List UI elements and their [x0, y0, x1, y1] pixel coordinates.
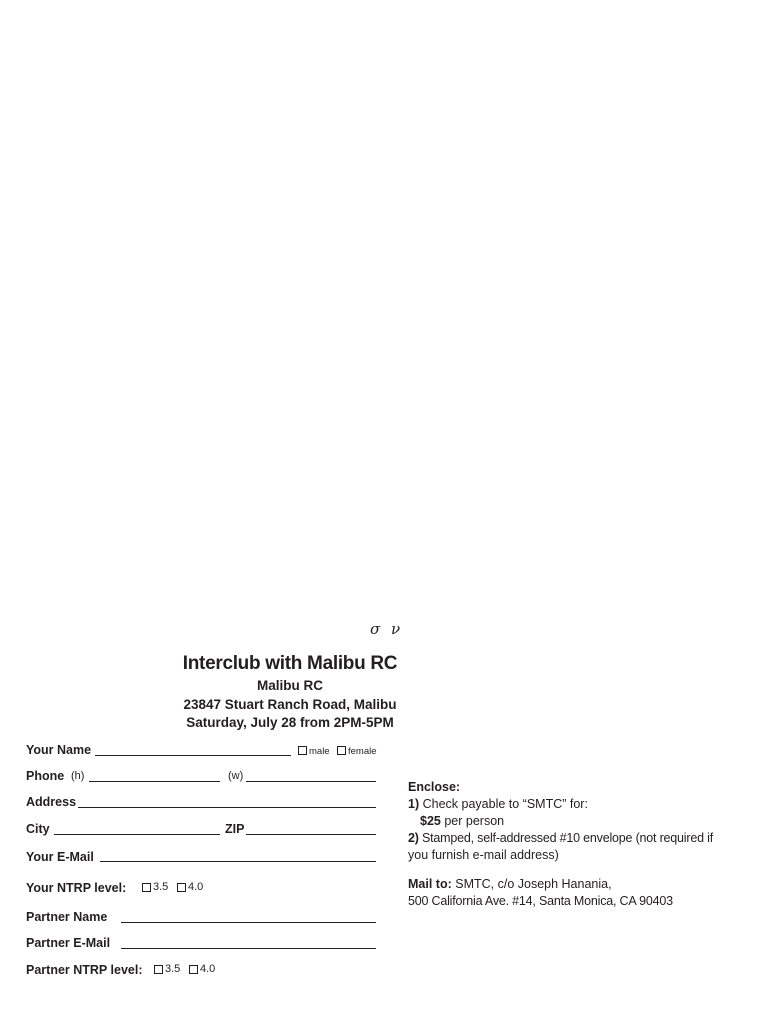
partner-name-label: Partner Name: [26, 910, 108, 924]
price-suffix: per person: [444, 814, 505, 828]
enclose-price: [420, 814, 504, 828]
ntrp-label: Your NTRP level:: [26, 881, 127, 895]
mail-to-label: Mail to:: [408, 877, 452, 891]
your-name-field[interactable]: [95, 755, 291, 756]
event-title: Interclub with Malibu RC: [182, 653, 398, 674]
mail-to-name: SMTC, c/o Joseph Hanania,: [455, 877, 612, 891]
email-label: Your E-Mail: [26, 850, 94, 864]
enclose-item-2-number: 2): [408, 831, 419, 845]
decorative-mark: σ ν: [370, 620, 404, 638]
address-label: Address: [26, 795, 77, 809]
email-field[interactable]: [100, 861, 376, 862]
mail-to-line-1: [408, 877, 612, 891]
club-name: Malibu RC: [257, 678, 323, 693]
your-name-label: Your Name: [26, 743, 92, 757]
city-field[interactable]: [54, 834, 220, 835]
ntrp-3-5-label: 3.5: [153, 881, 169, 893]
phone-home-field[interactable]: [89, 781, 220, 782]
enclose-item-2: [408, 831, 713, 845]
enclose-item-1: [408, 797, 588, 811]
address-field[interactable]: [78, 807, 376, 808]
enclose-item-2-text: Stamped, self-addressed #10 envelope (not required if: [422, 831, 713, 845]
event-datetime: Saturday, July 28 from 2PM-5PM: [186, 715, 394, 730]
ntrp-4-0-label: 4.0: [188, 881, 204, 893]
partner-email-label: Partner E-Mail: [26, 936, 111, 950]
partner-ntrp-3-5-checkbox[interactable]: [154, 965, 163, 974]
phone-home-label: (h): [71, 770, 85, 782]
phone-work-field[interactable]: [246, 781, 376, 782]
enclose-item-1-number: 1): [408, 797, 420, 811]
enclose-item-2-continuation: you furnish e-mail address): [408, 848, 559, 862]
venue-address: 23847 Stuart Ranch Road, Malibu: [183, 697, 397, 712]
enclose-heading: Enclose:: [408, 780, 461, 794]
female-label: female: [348, 746, 377, 757]
price-amount: $25: [420, 814, 441, 828]
phone-work-label: (w): [228, 770, 244, 782]
female-checkbox[interactable]: [337, 746, 346, 755]
ntrp-4-0-checkbox[interactable]: [177, 883, 186, 892]
ntrp-3-5-checkbox[interactable]: [142, 883, 151, 892]
phone-label: Phone: [26, 769, 65, 783]
enclose-item-1-text: Check payable to “SMTC” for:: [422, 797, 588, 811]
city-label: City: [26, 822, 50, 836]
partner-ntrp-label: Partner NTRP level:: [26, 963, 143, 977]
mail-to-line-2: 500 California Ave. #14, Santa Monica, CA 90403: [408, 894, 673, 908]
male-label: male: [309, 746, 330, 757]
zip-field[interactable]: [246, 834, 376, 835]
male-checkbox[interactable]: [298, 746, 307, 755]
partner-email-field[interactable]: [121, 948, 376, 949]
partner-name-field[interactable]: [121, 922, 376, 923]
partner-ntrp-3-5-label: 3.5: [165, 963, 181, 975]
partner-ntrp-4-0-checkbox[interactable]: [189, 965, 198, 974]
partner-ntrp-4-0-label: 4.0: [200, 963, 216, 975]
zip-label: ZIP: [225, 822, 245, 836]
